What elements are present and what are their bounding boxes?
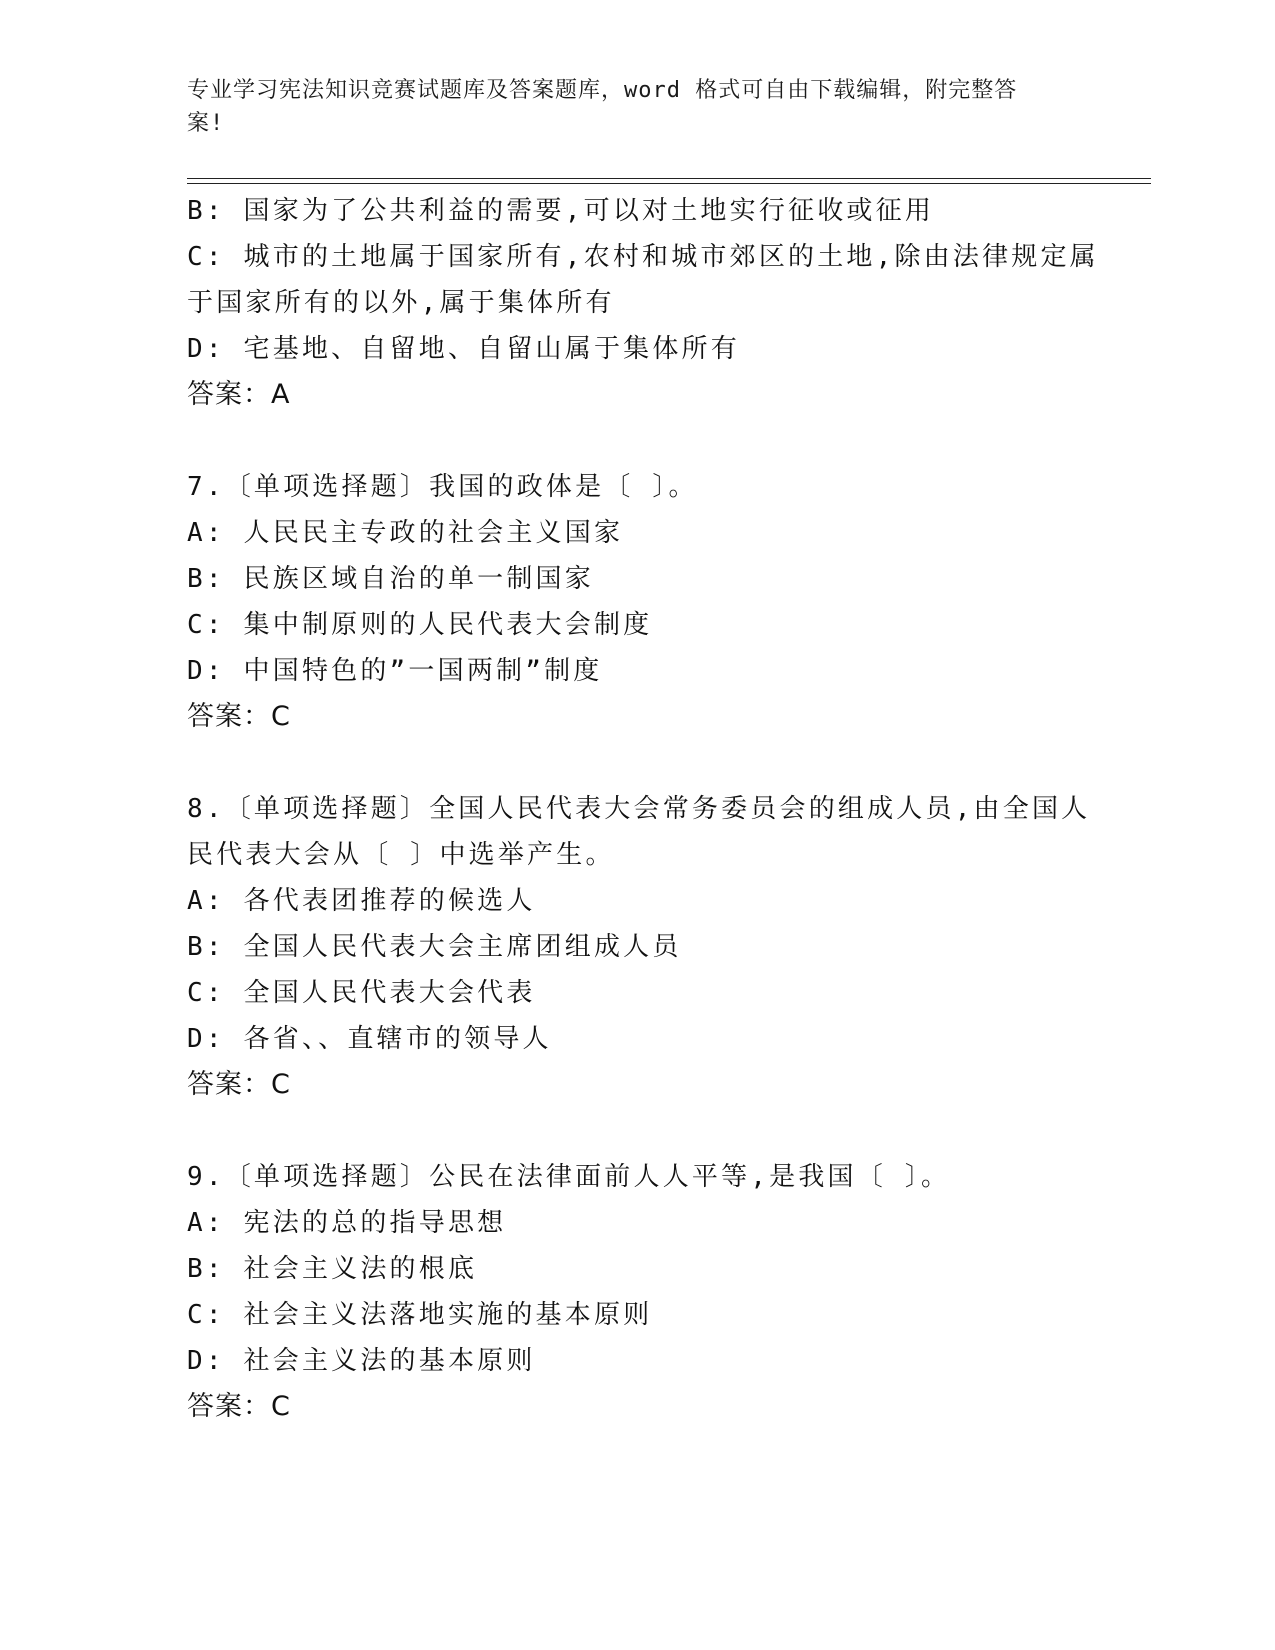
answer: 答案：A [187,379,291,410]
header-line-1: 专业学习宪法知识竞赛试题库及答案题库，word 格式可自由下载编辑，附完整答 [187,78,1018,103]
option-c: C: 全国人民代表大会代表 [187,978,536,1008]
option-a: A: 人民民主专政的社会主义国家 [187,518,624,548]
answer: 答案：C [187,1069,291,1100]
option-d: D: 宅基地、自留地、自留山属于集体所有 [187,334,740,364]
question-6-continued [187,188,1099,418]
question-stem-continued: 民代表大会从〔 〕中选举产生。 [187,840,615,870]
question-8 [187,786,1091,1108]
question-list [187,188,1099,1430]
question-stem: 8.〔单项选择题〕全国人民代表大会常务委员会的组成人员,由全国人 [187,794,1091,824]
question-stem: 9.〔单项选择题〕公民在法律面前人人平等,是我国〔 〕。 [187,1162,951,1192]
spacer [187,418,1087,464]
option-b: B: 民族区域自治的单一制国家 [187,564,594,594]
option-b: B: 社会主义法的根底 [187,1254,478,1284]
option-b: B: 国家为了公共利益的需要,可以对土地实行征收或征用 [187,196,935,226]
question-9 [187,1154,1087,1430]
option-c: C: 城市的土地属于国家所有,农村和城市郊区的土地,除由法律规定属 [187,242,1099,272]
option-c: C: 集中制原则的人民代表大会制度 [187,610,653,640]
question-stem: 7.〔单项选择题〕我国的政体是〔 〕。 [187,472,698,502]
option-a: A: 宪法的总的指导思想 [187,1208,507,1238]
header-divider-top [187,178,1151,179]
spacer [187,740,1087,786]
document-header [187,74,1067,140]
answer: 答案：C [187,701,291,732]
question-7 [187,464,1087,740]
spacer [187,1108,1087,1154]
header-line-2: 案! [187,111,225,136]
option-c: C: 社会主义法落地实施的基本原则 [187,1300,653,1330]
option-d: D: 各省、、直辖市的领导人 [187,1024,552,1054]
option-d: D: 社会主义法的基本原则 [187,1346,536,1376]
option-a: A: 各代表团推荐的候选人 [187,886,536,916]
option-b: B: 全国人民代表大会主席团组成人员 [187,932,682,962]
option-c-continued: 于国家所有的以外,属于集体所有 [187,288,615,318]
header-divider-bottom [187,183,1151,184]
option-d: D: 中国特色的”一国两制”制度 [187,656,603,686]
answer: 答案：C [187,1391,291,1422]
